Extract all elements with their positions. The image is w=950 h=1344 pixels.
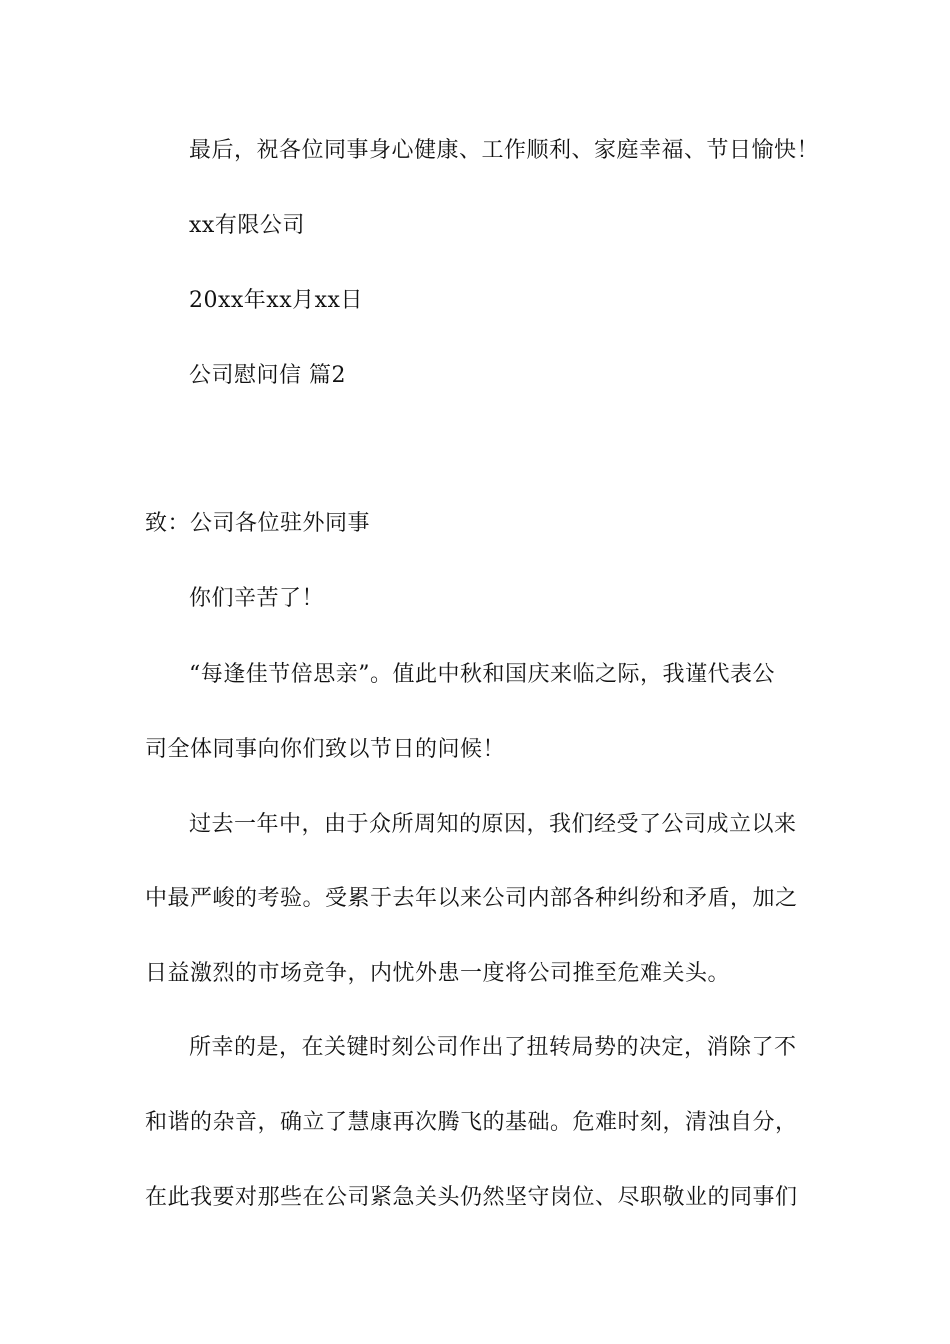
paragraph-line: 中最严峻的考验。受累于去年以来公司内部各种纠纷和矛盾，加之 bbox=[145, 886, 798, 911]
signature-date: 20xx年xx月xx日 bbox=[189, 288, 363, 313]
paragraph-line: 过去一年中，由于众所周知的原因，我们经受了公司成立以来 bbox=[189, 812, 797, 837]
paragraph-line: 司全体同事向你们致以节日的问候！ bbox=[145, 737, 506, 762]
section-title: 公司慰问信 篇2 bbox=[189, 363, 346, 388]
paragraph-line: 在此我要对那些在公司紧急关头仍然坚守岗位、尽职敬业的同事们 bbox=[145, 1185, 798, 1210]
paragraph-line: 和谐的杂音，确立了慧康再次腾飞的基础。危难时刻，清浊自分， bbox=[145, 1110, 798, 1135]
paragraph-line: 日益激烈的市场竞争，内忧外患一度将公司推至危难关头。 bbox=[145, 961, 731, 986]
paragraph-line: 所幸的是，在关键时刻公司作出了扭转局势的决定，消除了不 bbox=[189, 1035, 797, 1060]
letter-salutation: 致：公司各位驻外同事 bbox=[145, 511, 371, 536]
letter-greeting: 你们辛苦了！ bbox=[189, 586, 325, 611]
paragraph-line: “每逢佳节倍思亲”。值此中秋和国庆来临之际，我谨代表公 bbox=[189, 662, 775, 687]
company-signature: xx有限公司 bbox=[189, 213, 305, 238]
closing-wish: 最后，祝各位同事身心健康、工作顺利、家庭幸福、节日愉快！ bbox=[189, 138, 820, 163]
